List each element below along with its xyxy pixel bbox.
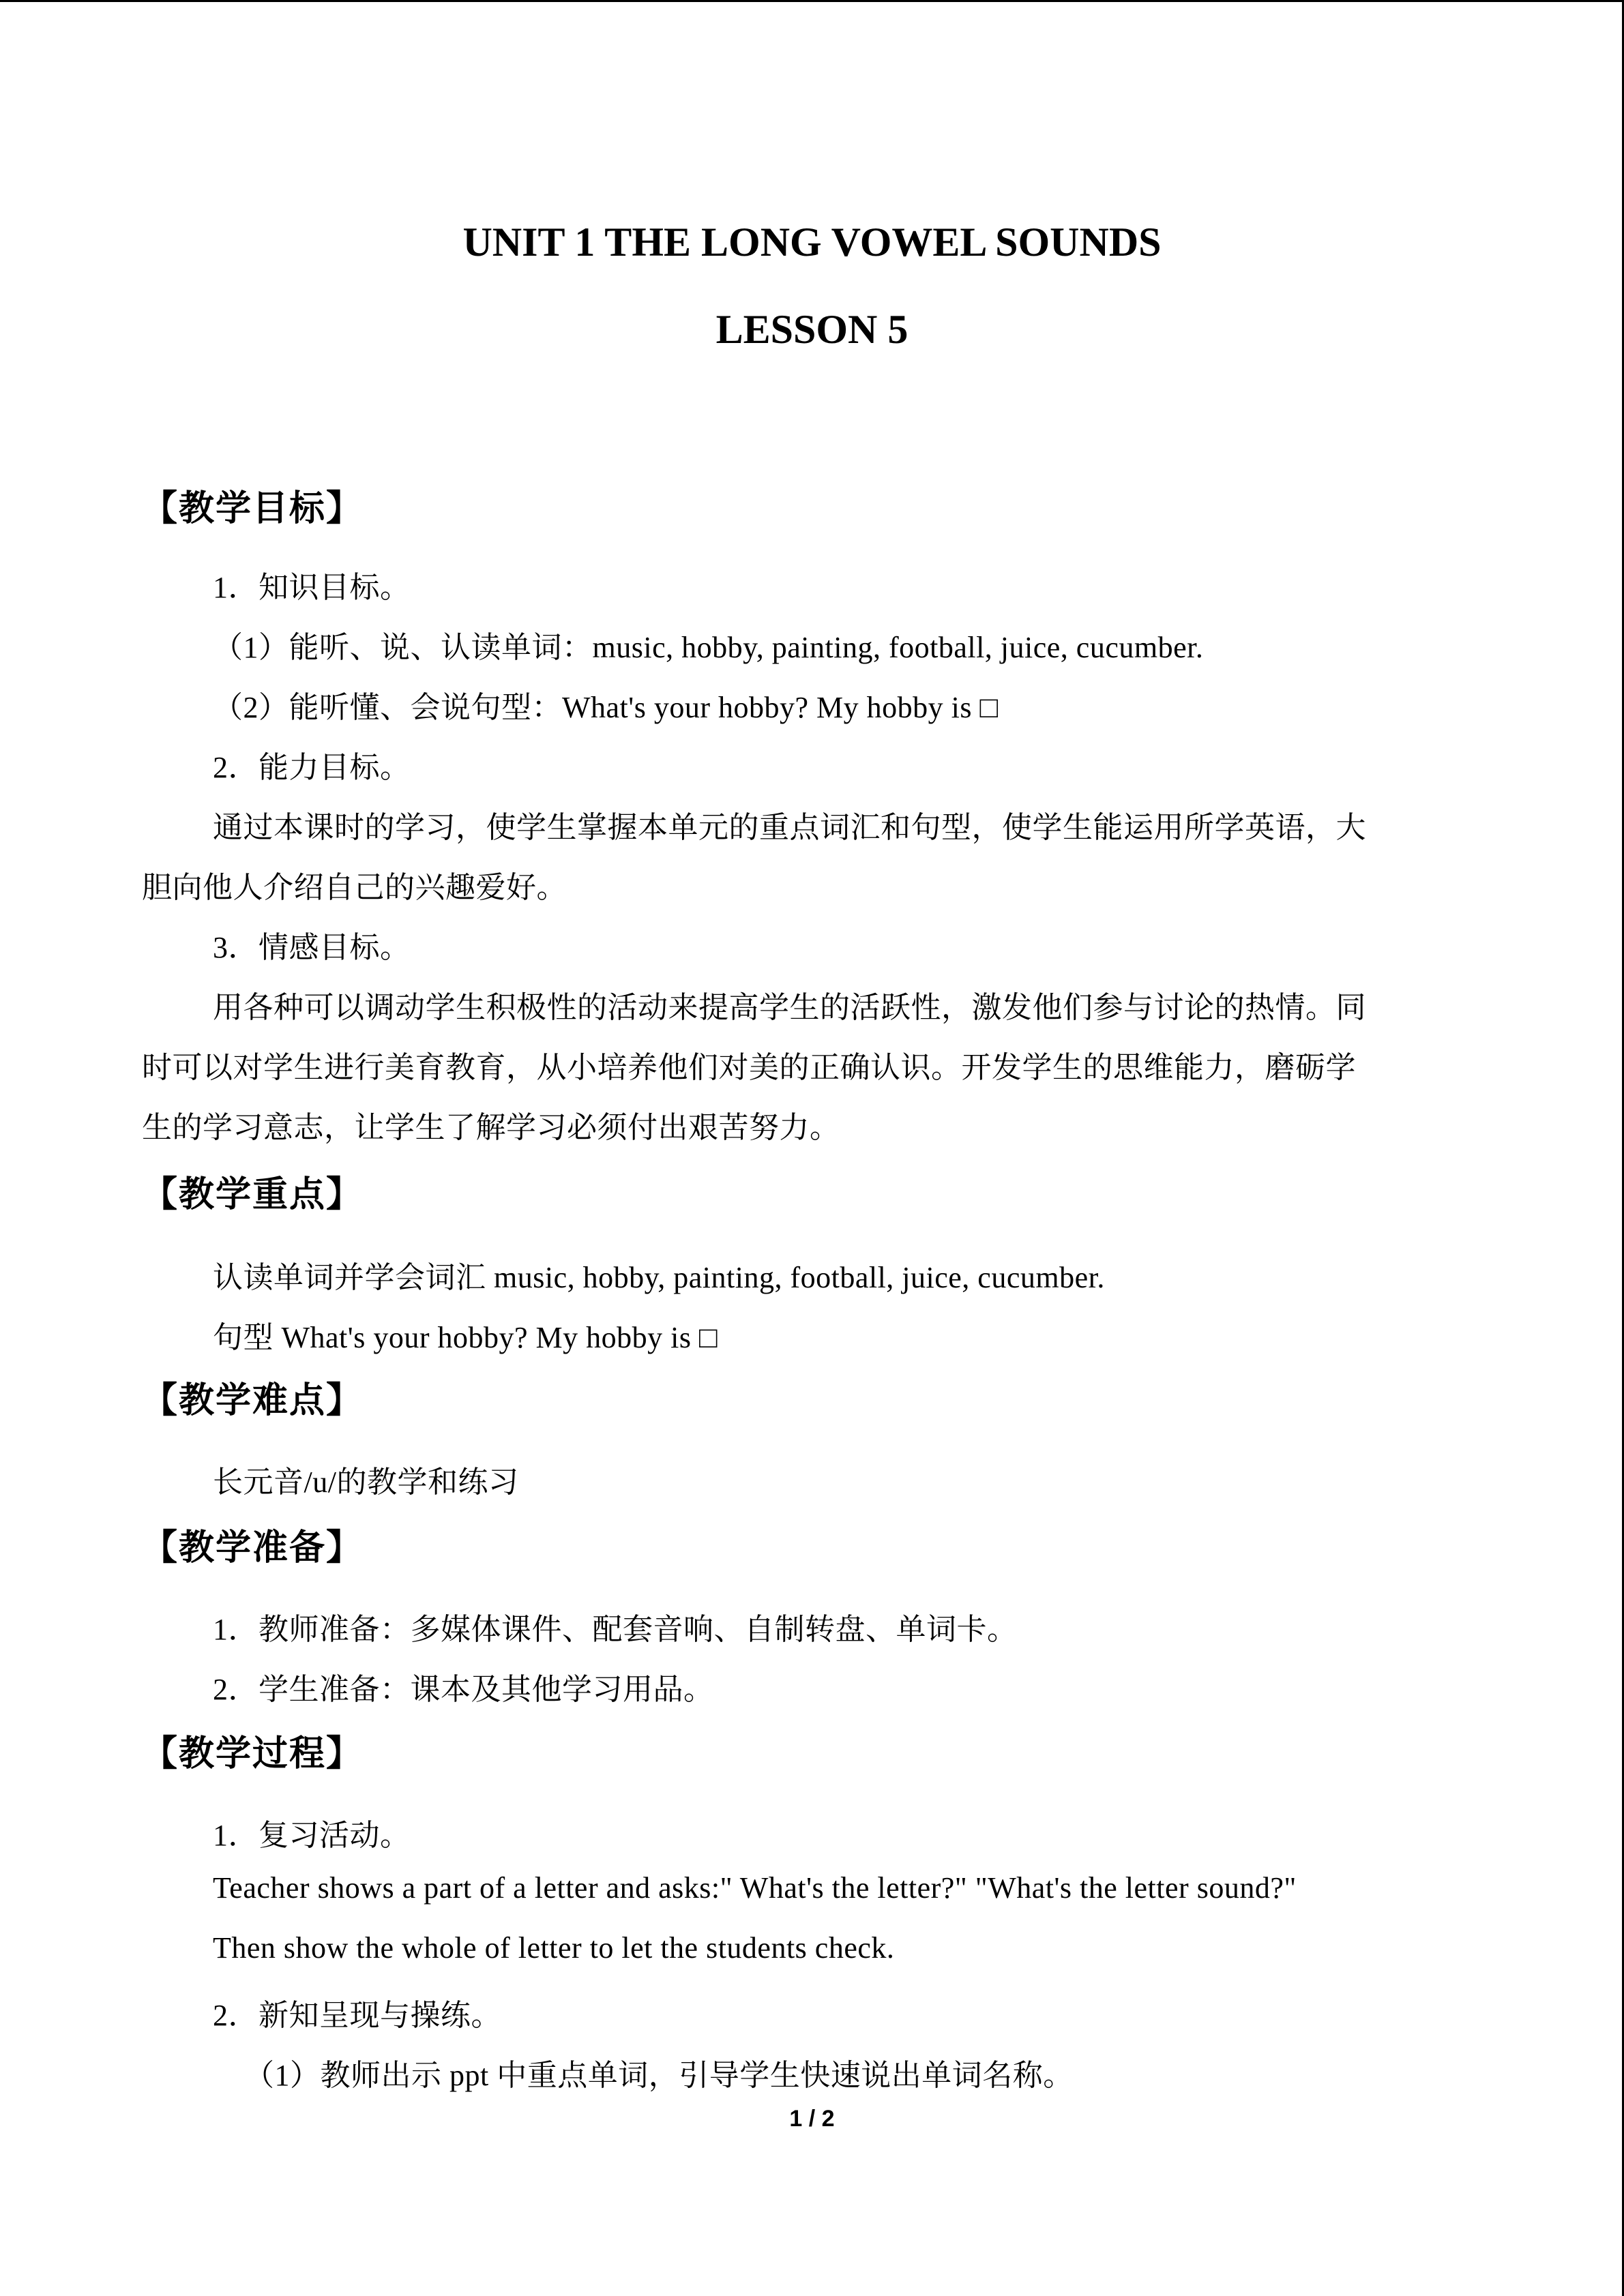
process-step2-sub1: （1）教师出示 ppt 中重点单词，引导学生快速说出单词名称。: [244, 2059, 1074, 2092]
objective-ability-text-cont: 胆向他人介绍自己的兴趣爱好。: [142, 871, 567, 904]
objective-ability-text: 通过本课时的学习，使学生掌握本单元的重点词汇和句型，使学生能运用所学英语，大: [213, 811, 1366, 844]
preparation-student: 2．学生准备：课本及其他学习用品。: [213, 1673, 714, 1706]
key-points-sentence: 句型 What's your hobby? My hobby is □: [213, 1321, 718, 1354]
difficulty-item: 长元音/u/的教学和练习: [213, 1465, 519, 1499]
section-heading-objectives: 【教学目标】: [142, 488, 364, 529]
process-step1-text: Teacher shows a part of a letter and asks:" What's the letter?" "What's the letter sound?": [213, 1871, 1297, 1905]
objective-emotion-text-cont-2: 生的学习意志，让学生了解学习必须付出艰苦努力。: [142, 1111, 840, 1144]
section-heading-process: 【教学过程】: [142, 1733, 364, 1774]
objective-emotion-title: 3．情感目标。: [213, 931, 411, 964]
objective-ability-title: 2．能力目标。: [213, 751, 411, 784]
objective-knowledge-item-1: （1）能听、说、认读单词：music, hobby, painting, football, juice, cucumber.: [213, 631, 1204, 664]
section-heading-preparation: 【教学准备】: [142, 1527, 364, 1568]
document-subtitle: LESSON 5: [715, 307, 909, 352]
process-step1-title: 1．复习活动。: [213, 1819, 411, 1852]
objective-knowledge-item-2: （2）能听懂、会说句型：What's your hobby? My hobby is □: [213, 691, 999, 724]
section-heading-difficulties: 【教学难点】: [142, 1380, 364, 1421]
section-heading-key-points: 【教学重点】: [142, 1174, 364, 1215]
process-step2-title: 2．新知呈现与操练。: [213, 1999, 501, 2032]
objective-knowledge-title: 1．知识目标。: [213, 571, 411, 604]
document-title: UNIT 1 THE LONG VOWEL SOUNDS: [462, 220, 1162, 265]
key-points-words: 认读单词并学会词汇 music, hobby, painting, football, juice, cucumber.: [213, 1261, 1105, 1294]
preparation-teacher: 1．教师准备：多媒体课件、配套音响、自制转盘、单词卡。: [213, 1613, 1018, 1646]
objective-emotion-text: 用各种可以调动学生积极性的活动来提高学生的活跃性，激发他们参与讨论的热情。同: [213, 991, 1366, 1024]
page-number: 1 / 2: [789, 2106, 835, 2132]
process-step1-text-cont: Then show the whole of letter to let the students check.: [213, 1931, 895, 1965]
objective-emotion-text-cont: 时可以对学生进行美育教育，从小培养他们对美的正确认识。开发学生的思维能力，磨砺学: [142, 1051, 1356, 1084]
